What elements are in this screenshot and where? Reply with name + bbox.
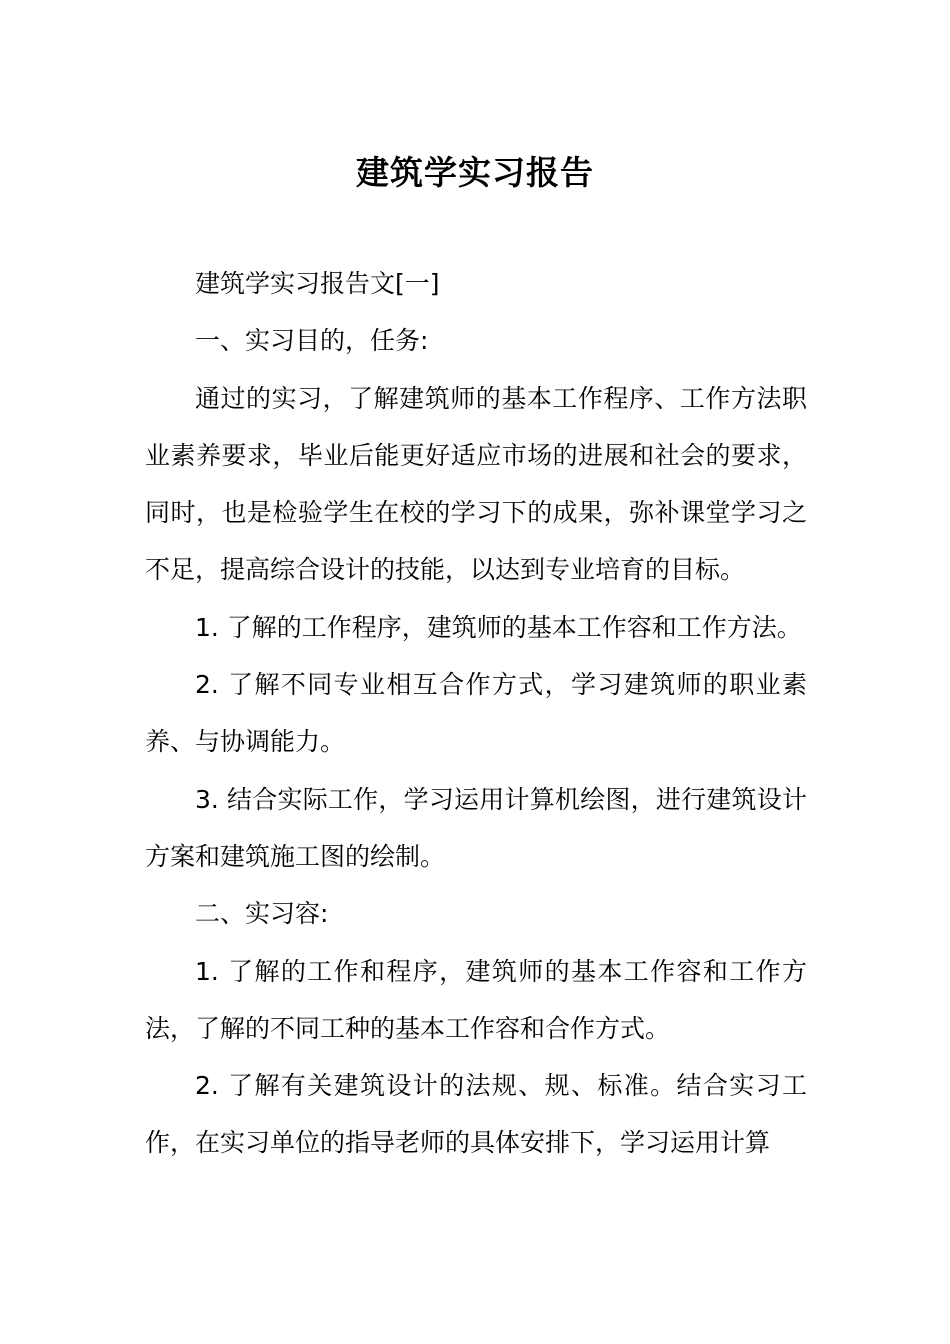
paragraph-section-heading: 一、实习目的，任务: [195, 326, 429, 356]
list-item: 2. 了解有关建筑设计的法规、规、标准。结合实习工作，在实习单位的指导老师的具体安排下，学习运用计算 [145, 1071, 807, 1158]
list-item: 2. 了解不同专业相互合作方式，学习建筑师的职业素养、与协调能力。 [145, 670, 807, 757]
list-item: 1. 了解的工作和程序，建筑师的基本工作容和工作方法，了解的不同工种的基本工作容和合作方式。 [145, 956, 807, 1043]
paragraph-subtitle: 建筑学实习报告文[一] [195, 269, 440, 298]
paragraph: 通过的实习，了解建筑师的基本工作程序、工作方法职业素养要求，毕业后能更好适应市场的进展和社会的要求，同时，也是检验学生在校的学习下的成果，弥补课堂学习之不足，提高综合设计的技能，以达到专业培育的目标。 [145, 383, 807, 585]
document-title: 建筑学实习报告 [356, 153, 594, 193]
paragraph-section-heading: 二、实习容: [195, 899, 329, 929]
list-item: 3. 结合实际工作，学习运用计算机绘图，进行建筑设计方案和建筑施工图的绘制。 [145, 784, 807, 871]
list-item: 1. 了解的工作程序，建筑师的基本工作容和工作方法。 [195, 612, 802, 642]
document-body [145, 255, 807, 1172]
